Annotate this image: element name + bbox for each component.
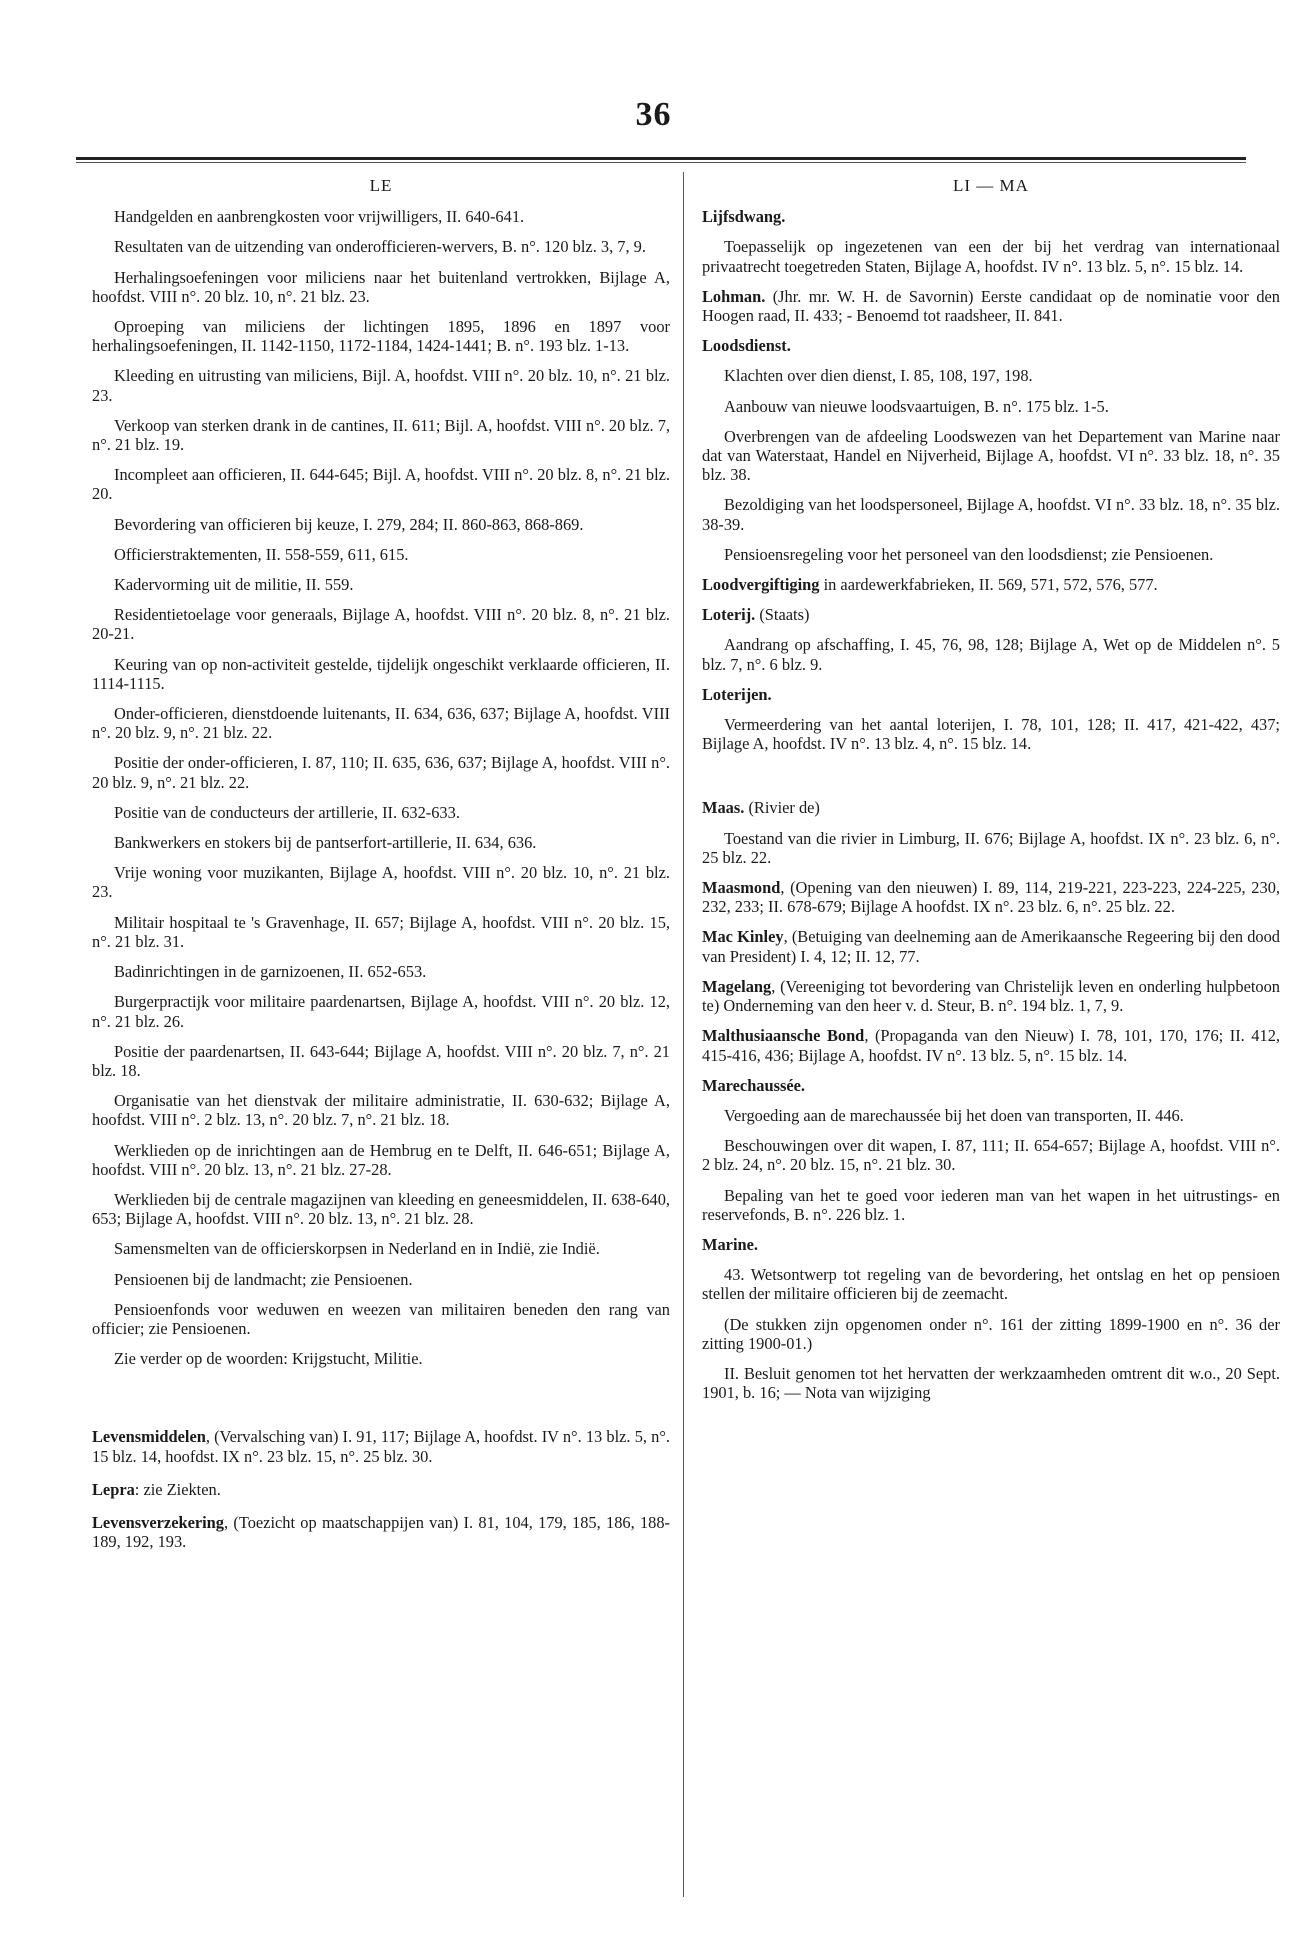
- index-entry: [702, 605, 1280, 624]
- subentry: Kleeding en uitrusting van miliciens, Bijl. A, hoofdst. VIII n°. 20 blz. 10, n°. 21 blz. 23.: [92, 366, 670, 405]
- subentry: Bevordering van officieren bij keuze, I. 279, 284; II. 860-863, 868-869.: [114, 514, 584, 534]
- subentry: Aanbouw van nieuwe loodsvaartuigen, B. n°. 175 blz. 1-5.: [724, 396, 1109, 416]
- entry-text: : zie Ziekten.: [134, 1479, 221, 1499]
- entry-text: (Jhr. mr. W. H. de Savornin) Eerste candidaat op de nominatie voor den Hoogen raad, II. 433; - Benoemd tot raadsheer, II. 841.: [702, 286, 1280, 326]
- subentry: Overbrengen van de afdeeling Loodswezen van het Departement van Marine naar dat van Waterstaat, Handel en Nijverheid, Bijlage A, hoofdst. VI n°. 33 blz. 18, n°. 35 blz. 38.: [702, 426, 1280, 485]
- subentry: Herhalingsoefeningen voor miliciens naar het buitenland vertrokken, Bijlage A, hoofdst. VIII n°. 20 blz. 10, n°. 21 blz. 23.: [92, 267, 670, 306]
- headword: Levensverzekering: [92, 1512, 224, 1532]
- index-entry: [702, 287, 1280, 325]
- subentry: Aandrang op afschaffing, I. 45, 76, 98, 128; Bijlage A, Wet op de Middelen n°. 5 blz. 7, n°. 6 blz. 9.: [702, 635, 1280, 674]
- index-entry: [92, 1513, 670, 1551]
- entry-text: (Staats): [755, 605, 810, 625]
- index-entry: [702, 977, 1280, 1015]
- subentry: Verkoop van sterken drank in de cantines, II. 611; Bijl. A, hoofdst. VIII n°. 20 blz. 7, n°. 21 blz. 19.: [92, 415, 670, 455]
- subentry: Keuring van op non-activiteit gestelde, tijdelijk ongeschikt verklaarde officieren, II. 1114-1115.: [92, 654, 670, 693]
- header-rule: [76, 157, 1246, 163]
- index-entry: [92, 1427, 670, 1465]
- subentry: Vergoeding aan de marechaussée bij het doen van transporten, II. 446.: [724, 1105, 1184, 1125]
- subentry: Militair hospitaal te 's Gravenhage, II. 657; Bijlage A, hoofdst. VIII n°. 20 blz. 15, n°. 21 blz. 31.: [92, 912, 670, 951]
- entry-text: , (Betuiging van deelneming aan de Amerikaansche Regeering bij den dood van President) I. 4, 12; II. 12, 77.: [702, 927, 1280, 966]
- subentry: Vrije woning voor muzikanten, Bijlage A, hoofdst. VIII n°. 20 blz. 10, n°. 21 blz. 23.: [92, 863, 670, 902]
- subentry: Burgerpractijk voor militaire paardenartsen, Bijlage A, hoofdst. VIII n°. 20 blz. 12, n°. 21 blz. 26.: [92, 992, 670, 1031]
- headword: Malthusiaansche Bond: [702, 1026, 865, 1046]
- subentry: Positie van de conducteurs der artillerie, II. 632-633.: [114, 802, 460, 822]
- headword: Lohman.: [702, 286, 766, 306]
- entry-text: , (Opening van den nieuwen) I. 89, 114, 219-221, 223-223, 224-225, 230, 232, 233; II. 678-679; Bijlage A hoofdst. IX n°. 23 blz. 6, n°. 25 blz. 22.: [702, 878, 1280, 917]
- left-column: [92, 176, 670, 1563]
- subentry: Officierstraktementen, II. 558-559, 611, 615.: [114, 544, 409, 564]
- headword: Loodvergiftiging: [702, 575, 820, 595]
- subentry: Bepaling van het te goed voor iederen man van het wapen in het uitrustings- en reservefonds, B. n°. 226 blz. 1.: [702, 1185, 1280, 1224]
- index-entry: [702, 927, 1280, 965]
- subentry: Handgelden en aanbrengkosten voor vrijwilligers, II. 640-641.: [114, 207, 525, 227]
- subentry: Pensioensregeling voor het personeel van den loodsdienst; zie Pensioenen.: [724, 544, 1214, 564]
- headword: Marine.: [702, 1234, 758, 1254]
- headword: Lijfsdwang.: [702, 207, 786, 227]
- subentry: Onder-officieren, dienstdoende luitenants, II. 634, 636, 637; Bijlage A, hoofdst. VIII n°. 20 blz. 9, n°. 21 blz. 22.: [92, 704, 670, 743]
- subentry: Incompleet aan officieren, II. 644-645; Bijl. A, hoofdst. VIII n°. 20 blz. 8, n°. 21 blz. 20.: [92, 465, 670, 504]
- index-entry: [702, 685, 1280, 704]
- left-headwords: [92, 1427, 670, 1551]
- entry-text: , (Vervalsching van) I. 91, 117; Bijlage A, hoofdst. IV n°. 13 blz. 5, n°. 15 blz. 14, hoofdst. IX n°. 23 blz. 15, n°. 25 blz. 30.: [92, 1427, 670, 1466]
- index-entry: [702, 1076, 1280, 1095]
- subentry: Beschouwingen over dit wapen, I. 87, 111; II. 654-657; Bijlage A, hoofdst. VIII n°. 2 blz. 24, n°. 20 blz. 15, n°. 21 blz. 30.: [702, 1136, 1280, 1175]
- headword: Maas.: [702, 798, 745, 818]
- subentry: Toepasselijk op ingezetenen van een der bij het verdrag van internationaal privaatrecht toegetreden Staten, Bijlage A, hoofdst. IV n°. 13 blz. 5, n°. 15 blz. 14.: [702, 237, 1280, 276]
- index-entry: [702, 336, 1280, 355]
- entry-text: in aardewerkfabrieken, II. 569, 571, 572, 576, 577.: [819, 575, 1158, 595]
- subentry: Bankwerkers en stokers bij de pantserfort-artillerie, II. 634, 636.: [114, 833, 537, 853]
- headword: Magelang: [702, 976, 772, 996]
- index-entry: [702, 1026, 1280, 1064]
- entry-text: , (Toezicht op maatschappijen van) I. 81, 104, 179, 185, 186, 188-189, 192, 193.: [92, 1512, 670, 1552]
- subentry: Residentietoelage voor generaals, Bijlage A, hoofdst. VIII n°. 20 blz. 8, n°. 21 blz. 20-21.: [92, 605, 670, 644]
- entry-text: , (Propaganda van den Nieuw) I. 78, 101, 170, 176; II. 412, 415-416, 436; Bijlage A, hoofdst. IV n°. 13 blz. 5, n°. 15 blz. 14.: [702, 1026, 1280, 1065]
- index-entry: [702, 207, 1280, 226]
- left-column-header: LE: [369, 176, 393, 195]
- subentry: Positie der onder-officieren, I. 87, 110; II. 635, 636, 637; Bijlage A, hoofdst. VIII n°. 20 blz. 9, n°. 21 blz. 22.: [92, 753, 670, 792]
- right-column-header: LI — MA: [953, 176, 1029, 195]
- headword: Loterijen.: [702, 684, 772, 704]
- column-divider: [683, 172, 684, 1897]
- subentry: 43. Wetsontwerp tot regeling van de bevordering, het ontslag en het op pensioen stellen der militaire officieren bij de zeemacht.: [702, 1265, 1280, 1304]
- subentry: Samensmelten van de officierskorpsen in Nederland en in Indië, zie Indië.: [114, 1239, 600, 1259]
- spacer: [92, 1379, 670, 1413]
- index-entry: [92, 1480, 670, 1499]
- left-subentries: [92, 207, 670, 1368]
- headword: Lepra: [92, 1479, 135, 1499]
- subentry: Klachten over dien dienst, I. 85, 108, 197, 198.: [724, 366, 1033, 386]
- spacer: [702, 764, 1280, 798]
- subentry: II. Besluit genomen tot het hervatten der werkzaamheden omtrent dit w.o., 20 Sept. 1901, b. 16; — Nota van wijziging: [702, 1363, 1280, 1403]
- subentry: Bezoldiging van het loodspersoneel, Bijlage A, hoofdst. VI n°. 33 blz. 18, n°. 35 blz. 38-39.: [702, 495, 1280, 534]
- subentry: Werklieden op de inrichtingen aan de Hembrug en te Delft, II. 646-651; Bijlage A, hoofdst. VIII n°. 20 blz. 13, n°. 21 blz. 27-28.: [92, 1140, 670, 1179]
- subentry: Werklieden bij de centrale magazijnen van kleeding en geneesmiddelen, II. 638-640, 653; Bijlage A, hoofdst. VIII n°. 20 blz. 13, n°. 21 blz. 28.: [92, 1189, 670, 1229]
- subentry: Pensioenfonds voor weduwen en weezen van militairen beneden den rang van officier; zie Pensioenen.: [92, 1299, 670, 1338]
- index-entry: [702, 1235, 1280, 1254]
- subentry: Kadervorming uit de militie, II. 559.: [114, 575, 354, 595]
- subentry: Organisatie van het dienstvak der militaire administratie, II. 630-632; Bijlage A, hoofdst. VIII n°. 2 blz. 13, n°. 20 blz. 7, n°. 21 blz. 18.: [92, 1091, 670, 1130]
- subentry: Resultaten van de uitzending van onderofficieren-wervers, B. n°. 120 blz. 3, 7, 9.: [114, 237, 646, 257]
- headword: Marechaussée.: [702, 1075, 806, 1095]
- headword: Levensmiddelen: [92, 1427, 206, 1447]
- subentry: Badinrichtingen in de garnizoenen, II. 652-653.: [114, 962, 427, 982]
- index-entry: [702, 798, 1280, 817]
- subentry: (De stukken zijn opgenomen onder n°. 161 der zitting 1899-1900 en n°. 36 der zitting 1900-01.): [702, 1314, 1280, 1353]
- subentry: Zie verder op de woorden: Krijgstucht, Militie.: [114, 1349, 423, 1369]
- right-column: [702, 176, 1280, 1413]
- index-entry: [702, 575, 1280, 594]
- entry-text: , (Vereeniging tot bevordering van Christelijk leven en onderling hulpbetoon te) Onderneming van den heer v. d. Steur, B. n°. 194 blz. 1, 7, 9.: [702, 976, 1280, 1016]
- entry-text: (Rivier de): [744, 798, 820, 818]
- subentry: Toestand van die rivier in Limburg, II. 676; Bijlage A, hoofdst. IX n°. 23 blz. 6, n°. 25 blz. 22.: [702, 828, 1280, 867]
- subentry: Positie der paardenartsen, II. 643-644; Bijlage A, hoofdst. VIII n°. 20 blz. 7, n°. 21 blz. 18.: [92, 1041, 670, 1080]
- page-number: 36: [635, 96, 672, 133]
- headword: Mac Kinley: [702, 927, 784, 947]
- right-entries: [702, 207, 1280, 1402]
- subentry: Vermeerdering van het aantal loterijen, I. 78, 101, 128; II. 417, 421-422, 437; Bijlage A, hoofdst. IV n°. 13 blz. 4, n°. 15 blz. 14.: [702, 715, 1280, 754]
- headword: Maasmond: [702, 878, 781, 898]
- subentry: Oproeping van miliciens der lichtingen 1895, 1896 en 1897 voor herhalingsoefeningen, II. 1142-1150, 1172-1184, 1424-1441; B. n°. 193 blz. 1-13.: [92, 317, 670, 356]
- subentry: Pensioenen bij de landmacht; zie Pensioenen.: [114, 1269, 413, 1289]
- index-entry: [702, 878, 1280, 916]
- headword: Loterij.: [702, 605, 756, 625]
- headword: Loodsdienst.: [702, 336, 791, 356]
